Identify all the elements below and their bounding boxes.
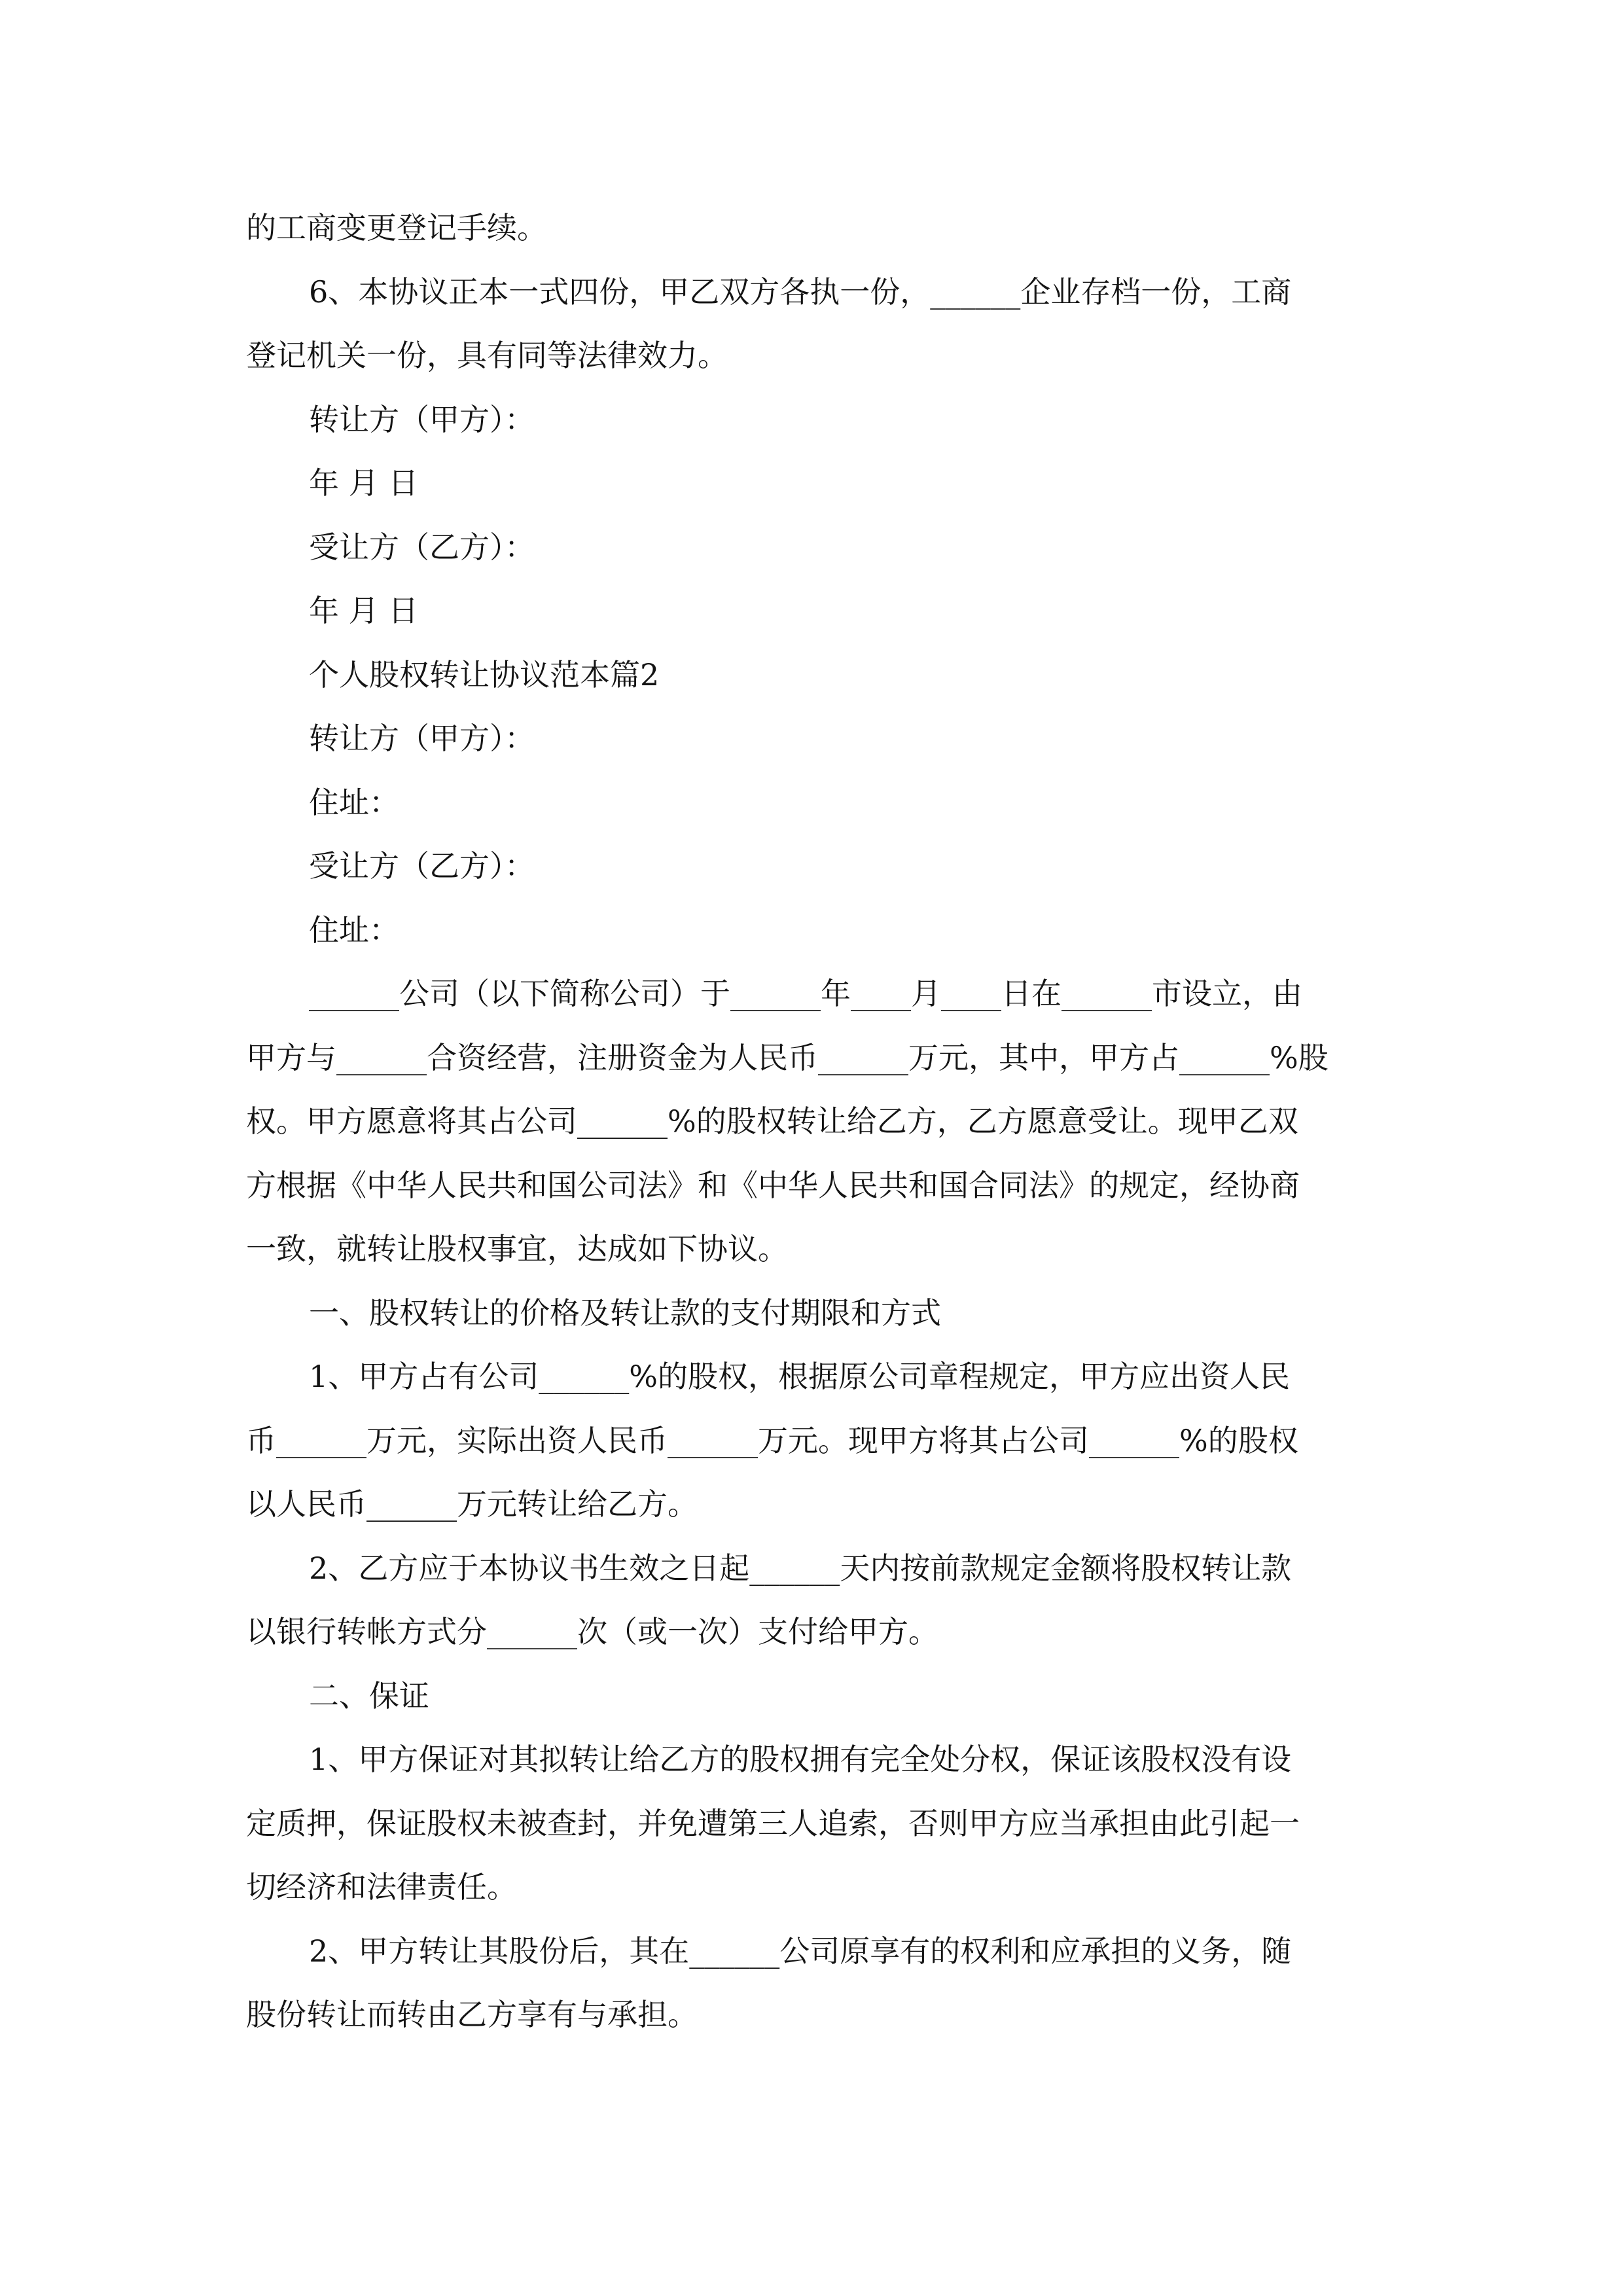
text-line: 转让方（甲方）： (309, 401, 535, 437)
section-heading: 个人股权转让协议范本篇2 (309, 656, 660, 692)
text-line: 转让方（甲方）： (309, 721, 535, 756)
text-line: 受让方（乙方）： (309, 529, 535, 565)
text-line: 住址： (309, 784, 399, 820)
section-heading: 一、股权转让的价格及转让款的支付期限和方式 (309, 1295, 941, 1331)
text-line: 权。甲方愿意将其占公司______%的股权转让给乙方，乙方愿意受让。现甲乙双 (246, 1103, 1298, 1139)
text-line: 股份转让而转由乙方享有与承担。 (246, 1997, 698, 2032)
text-line: 1、甲方占有公司______%的股权，根据原公司章程规定，甲方应出资人民 (309, 1359, 1290, 1394)
text-line: 以人民币______万元转让给乙方。 (246, 1486, 698, 1522)
text-line: 切经济和法律责任。 (246, 1869, 517, 1905)
text-line: 币______万元，实际出资人民币______万元。现甲方将其占公司______%的股权 (246, 1422, 1298, 1458)
text-line: 2、甲方转让其股份后，其在______公司原享有的权利和应承担的义务，随 (309, 1933, 1292, 1969)
text-line: 以银行转帐方式分______次（或一次）支付给甲方。 (246, 1614, 938, 1649)
document-body (246, 196, 1418, 2047)
text-line: 方根据《中华人民共和国公司法》和《中华人民共和国合同法》的规定，经协商 (246, 1167, 1300, 1203)
text-line: 年 月 日 (309, 593, 419, 628)
text-line: 2、乙方应于本协议书生效之日起______天内按前款规定金额将股权转让款 (309, 1550, 1292, 1586)
text-line: 甲方与______合资经营，注册资金为人民币______万元，其中，甲方占______%股 (246, 1039, 1329, 1075)
text-line: 一致，就转让股权事宜，达成如下协议。 (246, 1231, 788, 1266)
text-line: ______公司（以下简称公司）于______年____月____日在______市设立，由 (309, 976, 1302, 1011)
text-line: 住址： (309, 912, 399, 948)
section-heading: 二、保证 (309, 1677, 429, 1713)
text-line: 年 月 日 (309, 465, 419, 501)
text-line: 1、甲方保证对其拟转让给乙方的股权拥有完全处分权，保证该股权没有设 (309, 1742, 1292, 1777)
text-line: 的工商变更登记手续。 (246, 210, 547, 245)
text-line: 受让方（乙方）： (309, 848, 535, 884)
text-line: 6、本协议正本一式四份，甲乙双方各执一份，______企业存档一份，工商 (309, 274, 1292, 310)
text-line: 登记机关一份，具有同等法律效力。 (246, 338, 728, 373)
text-line: 定质押，保证股权未被查封，并免遭第三人追索，否则甲方应当承担由此引起一 (246, 1805, 1300, 1841)
